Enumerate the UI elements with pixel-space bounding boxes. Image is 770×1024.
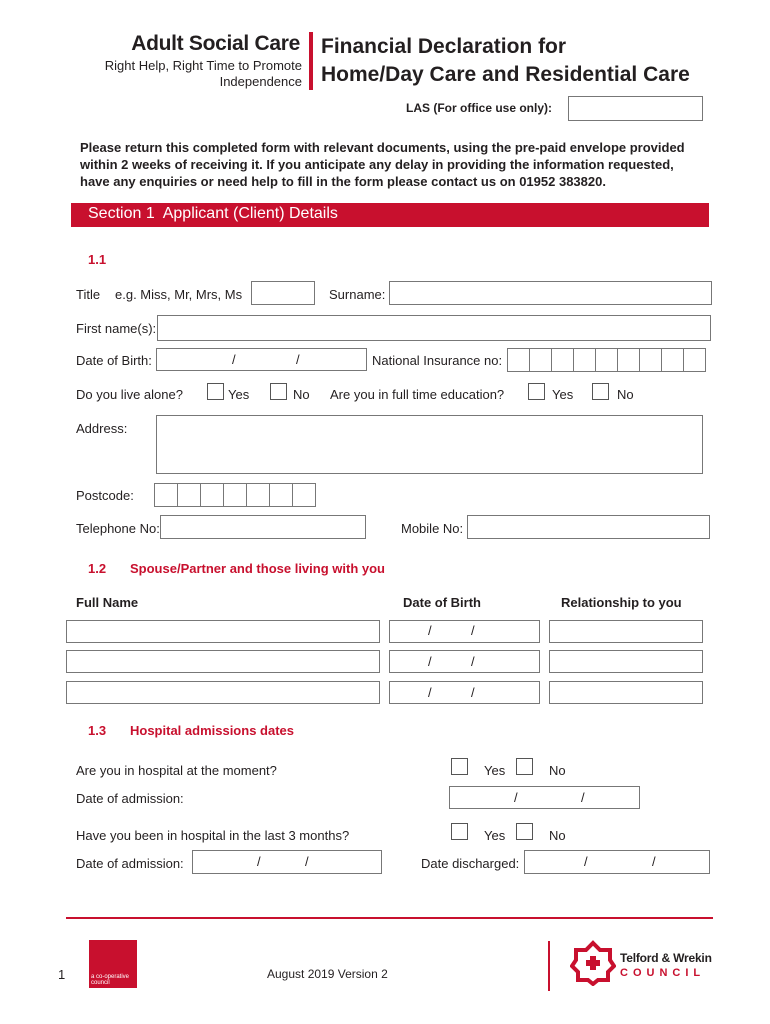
page-number: 1 xyxy=(58,967,66,982)
subsection-1-3-number: 1.3 xyxy=(88,723,107,738)
postcode-cell[interactable] xyxy=(177,483,201,507)
ni-number-cells[interactable] xyxy=(507,348,706,372)
ni-cell[interactable] xyxy=(507,348,530,372)
ni-cell[interactable] xyxy=(617,348,640,372)
live-alone-no-checkbox[interactable] xyxy=(270,383,287,400)
last-3-months-question: Have you been in hospital in the last 3 months? xyxy=(76,828,350,843)
partner-relationship-field[interactable] xyxy=(549,620,703,643)
col-relationship: Relationship to you xyxy=(561,595,682,610)
intro-text: Please return this completed form with relevant documents, using the pre-paid envelope provided within 2 weeks of receiving it. If you anticipate any delay in providing the information requested, have any enquiries or need help to fill in the form please contact us on 01952 383820. xyxy=(80,140,685,189)
header-divider xyxy=(309,32,313,90)
co-operative-council-logo xyxy=(89,940,137,988)
partner-name-field[interactable] xyxy=(66,681,380,704)
postcode-label: Postcode: xyxy=(76,488,134,503)
postcode-cell[interactable] xyxy=(269,483,293,507)
subsection-1-3-heading: Hospital admissions dates xyxy=(130,723,294,738)
partner-dob-slash: / xyxy=(428,654,432,669)
section-1-heading: Section 1 Applicant (Client) Details xyxy=(88,205,338,222)
ni-cell[interactable] xyxy=(529,348,552,372)
partner-dob-slash: / xyxy=(471,623,475,638)
ni-cell[interactable] xyxy=(683,348,706,372)
admission-date-field-2[interactable] xyxy=(192,850,382,874)
ni-label: National Insurance no: xyxy=(372,353,503,368)
subsection-1-2-number: 1.2 xyxy=(88,561,107,576)
telephone-field[interactable] xyxy=(160,515,366,539)
admission-date-slash: / xyxy=(514,790,518,805)
dob-field[interactable] xyxy=(156,348,367,371)
las-field[interactable] xyxy=(568,96,703,121)
title-label: Title xyxy=(76,287,101,302)
last-3-months-yes-checkbox[interactable] xyxy=(451,823,468,840)
admission-date-field[interactable] xyxy=(449,786,640,809)
tagline-line-1: Right Help, Right Time to Promote xyxy=(104,58,302,73)
dob-label: Date of Birth: xyxy=(76,353,152,368)
partner-dob-field[interactable] xyxy=(389,681,540,704)
form-title-line-2: Home/Day Care and Residential Care xyxy=(321,63,690,86)
admission-date-2-slash: / xyxy=(257,854,261,869)
discharged-date-label: Date discharged: xyxy=(421,856,520,871)
dob-slash-1: / xyxy=(232,352,236,367)
telford-wrekin-logo-icon xyxy=(570,940,616,986)
footer-divider xyxy=(66,917,713,919)
in-hospital-yes-label: Yes xyxy=(484,763,506,778)
ni-cell[interactable] xyxy=(595,348,618,372)
postcode-cell[interactable] xyxy=(223,483,247,507)
in-hospital-no-label: No xyxy=(549,763,566,778)
partner-name-field[interactable] xyxy=(66,620,380,643)
fulltime-no-label: No xyxy=(617,387,634,402)
council-name-line-1: Telford & Wrekin xyxy=(620,951,712,965)
address-field[interactable] xyxy=(156,415,703,474)
ni-cell[interactable] xyxy=(639,348,662,372)
surname-field[interactable] xyxy=(389,281,712,305)
in-hospital-yes-checkbox[interactable] xyxy=(451,758,468,775)
mobile-label: Mobile No: xyxy=(401,521,464,536)
postcode-cell[interactable] xyxy=(292,483,316,507)
form-title-line-1: Financial Declaration for xyxy=(321,35,567,58)
col-date-of-birth: Date of Birth xyxy=(403,595,481,610)
discharged-date-field[interactable] xyxy=(524,850,710,874)
address-label: Address: xyxy=(76,421,128,436)
partner-dob-slash: / xyxy=(471,654,475,669)
postcode-cell[interactable] xyxy=(200,483,224,507)
discharged-date-slash: / xyxy=(652,854,656,869)
partner-dob-field[interactable] xyxy=(389,650,540,673)
live-alone-yes-label: Yes xyxy=(228,387,250,402)
in-hospital-question: Are you in hospital at the moment? xyxy=(76,763,277,778)
dob-slash-2: / xyxy=(296,352,300,367)
ni-cell[interactable] xyxy=(551,348,574,372)
title-field[interactable] xyxy=(251,281,315,305)
in-hospital-no-checkbox[interactable] xyxy=(516,758,533,775)
subsection-1-1-number: 1.1 xyxy=(88,252,107,267)
surname-label: Surname: xyxy=(329,287,386,302)
fulltime-no-checkbox[interactable] xyxy=(592,383,609,400)
title-hint: e.g. Miss, Mr, Mrs, Ms xyxy=(115,287,243,302)
live-alone-label: Do you live alone? xyxy=(76,387,183,402)
admission-date-slash: / xyxy=(581,790,585,805)
last-3-months-no-label: No xyxy=(549,828,566,843)
tagline-line-2: Independence xyxy=(219,74,302,89)
co-operative-logo-text-2: council xyxy=(91,980,110,986)
admission-date-label: Date of admission: xyxy=(76,791,184,806)
telephone-label: Telephone No: xyxy=(76,521,160,536)
partner-dob-slash: / xyxy=(471,685,475,700)
partner-dob-field[interactable] xyxy=(389,620,540,643)
postcode-cell[interactable] xyxy=(246,483,270,507)
postcode-cells[interactable] xyxy=(154,483,316,507)
council-name-line-2: COUNCIL xyxy=(620,967,706,979)
las-label: LAS (For office use only): xyxy=(406,101,553,115)
co-operative-logo-text-1: a co-operative xyxy=(91,974,130,980)
ni-cell[interactable] xyxy=(573,348,596,372)
live-alone-yes-checkbox[interactable] xyxy=(207,383,224,400)
partner-dob-slash: / xyxy=(428,623,432,638)
partner-name-field[interactable] xyxy=(66,650,380,673)
subsection-1-2-heading: Spouse/Partner and those living with you xyxy=(130,561,385,576)
mobile-field[interactable] xyxy=(467,515,710,539)
footer-vertical-divider xyxy=(548,941,550,991)
partner-relationship-field[interactable] xyxy=(549,650,703,673)
version-text: August 2019 Version 2 xyxy=(267,967,388,981)
partner-dob-slash: / xyxy=(428,685,432,700)
fulltime-education-label: Are you in full time education? xyxy=(330,387,505,402)
last-3-months-yes-label: Yes xyxy=(484,828,506,843)
fulltime-yes-label: Yes xyxy=(552,387,574,402)
ni-cell[interactable] xyxy=(661,348,684,372)
first-names-label: First name(s): xyxy=(76,321,157,336)
partner-relationship-field[interactable] xyxy=(549,681,703,704)
org-name: Adult Social Care xyxy=(131,32,300,55)
admission-date-2-slash: / xyxy=(305,854,309,869)
admission-date-label-2: Date of admission: xyxy=(76,856,184,871)
last-3-months-no-checkbox[interactable] xyxy=(516,823,533,840)
first-names-field[interactable] xyxy=(157,315,711,341)
postcode-cell[interactable] xyxy=(154,483,178,507)
col-full-name: Full Name xyxy=(76,595,139,610)
discharged-date-slash: / xyxy=(584,854,588,869)
fulltime-yes-checkbox[interactable] xyxy=(528,383,545,400)
live-alone-no-label: No xyxy=(293,387,310,402)
